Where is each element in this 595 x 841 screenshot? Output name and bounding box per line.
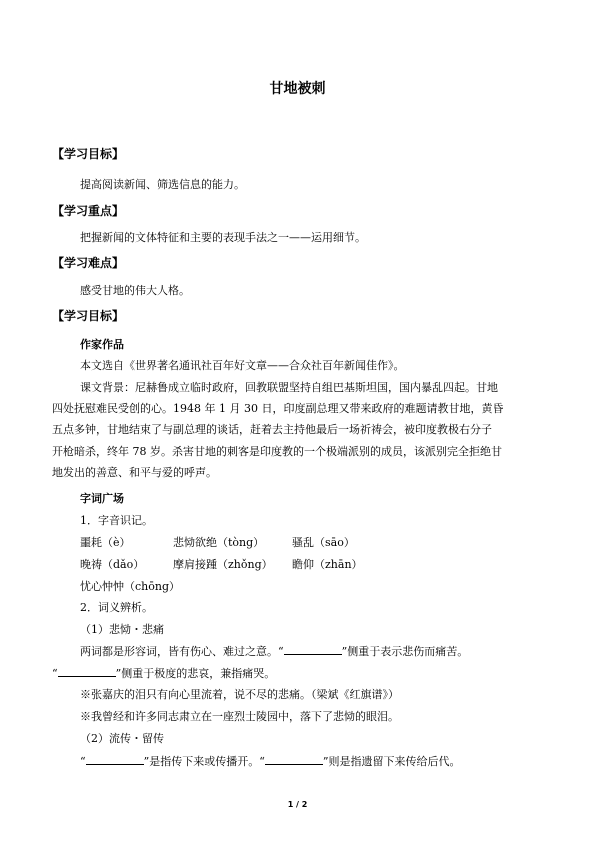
pron-word: 噩耗（è） (80, 536, 131, 549)
pair1-text-c: “ (52, 667, 58, 680)
fill-blank[interactable] (284, 644, 342, 655)
background-line: 开枪暗杀，终年 78 岁。杀害甘地的刺客是印度教的一个极端派别的成员，该派别完全拒绝甘 (52, 445, 502, 458)
author-heading: 作家作品 (80, 338, 124, 351)
fill-blank[interactable] (58, 666, 116, 677)
pair2-text-a: “ (80, 755, 86, 768)
goal2-heading: 【学习目标】 (52, 309, 125, 323)
pair2-explanation (80, 754, 461, 768)
pron-word: 骚乱（sāo） (292, 536, 355, 549)
pair1-explanation-2 (52, 666, 275, 680)
meaning-item: 2．词义辨析。 (80, 601, 153, 614)
pron-word: 晚祷（dǎo） (80, 558, 145, 571)
pair2-heading: （2）流传・留传 (80, 732, 164, 745)
difficulty-heading: 【学习难点】 (52, 256, 125, 270)
background-line: 课文背景：尼赫鲁成立临时政府，回教联盟坚持自组巴基斯坦国，国内暴乱四起。甘地 (80, 381, 498, 394)
page-number: 1 / 2 (287, 800, 308, 809)
page-title: 甘地被刺 (269, 81, 326, 97)
goal-text: 提高阅读新闻、筛选信息的能力。 (80, 178, 245, 191)
goal-heading: 【学习目标】 (52, 147, 125, 161)
fill-blank[interactable] (265, 754, 323, 765)
pron-word: 瞻仰（zhān） (292, 558, 363, 571)
pair2-text-c: ”则是指遗留下来传给后代。 (322, 755, 461, 768)
pair1-text-a: 两词都是形容词，皆有伤心、难过之意。“ (80, 645, 284, 658)
pair1-heading: （1）悲恸・悲痛 (80, 623, 164, 636)
author-source: 本文选自《世界著名通讯社百年好文章——合众社百年新闻佳作》。 (80, 359, 405, 372)
pair2-text-b: ”是指传下来或传播开。“ (143, 755, 265, 768)
background-line: 四处抚慰难民受创的心。1948 年 1 月 30 日，印度副总理又带来政府的难题请教甘地，黄昏 (52, 402, 504, 415)
example-sentence: ※张嘉庆的泪只有向心里流着，说不尽的悲痛。（梁斌《红旗谱》） (80, 688, 399, 701)
pron-word: 忧心忡忡（chōng） (80, 580, 180, 593)
fill-blank[interactable] (86, 754, 144, 765)
words-heading: 字词广场 (80, 492, 124, 505)
pron-word: 悲恸欲绝（tòng） (173, 536, 265, 549)
pronunciation-item: 1．字音识记。 (80, 514, 153, 527)
pair1-text-d: ”侧重于极度的悲哀，兼指痛哭。 (115, 667, 276, 680)
focus-text: 把握新闻的文体特征和主要的表现手法之一——运用细节。 (80, 231, 366, 244)
difficulty-text: 感受甘地的伟大人格。 (80, 284, 190, 297)
background-line: 五点多钟，甘地结束了与副总理的谈话，赶着去主持他最后一场祈祷会，被印度教极右分子 (52, 423, 492, 436)
pron-word: 摩肩接踵（zhǒng） (173, 558, 273, 571)
background-line: 地发出的善意、和平与爱的呼声。 (52, 466, 217, 479)
focus-heading: 【学习重点】 (52, 204, 125, 218)
pair1-text-b: ”侧重于表示悲伤而痛苦。 (341, 645, 469, 658)
example-sentence: ※我曾经和许多同志肃立在一座烈士陵园中，落下了悲恸的眼泪。 (80, 710, 399, 723)
pair1-explanation (80, 644, 468, 658)
